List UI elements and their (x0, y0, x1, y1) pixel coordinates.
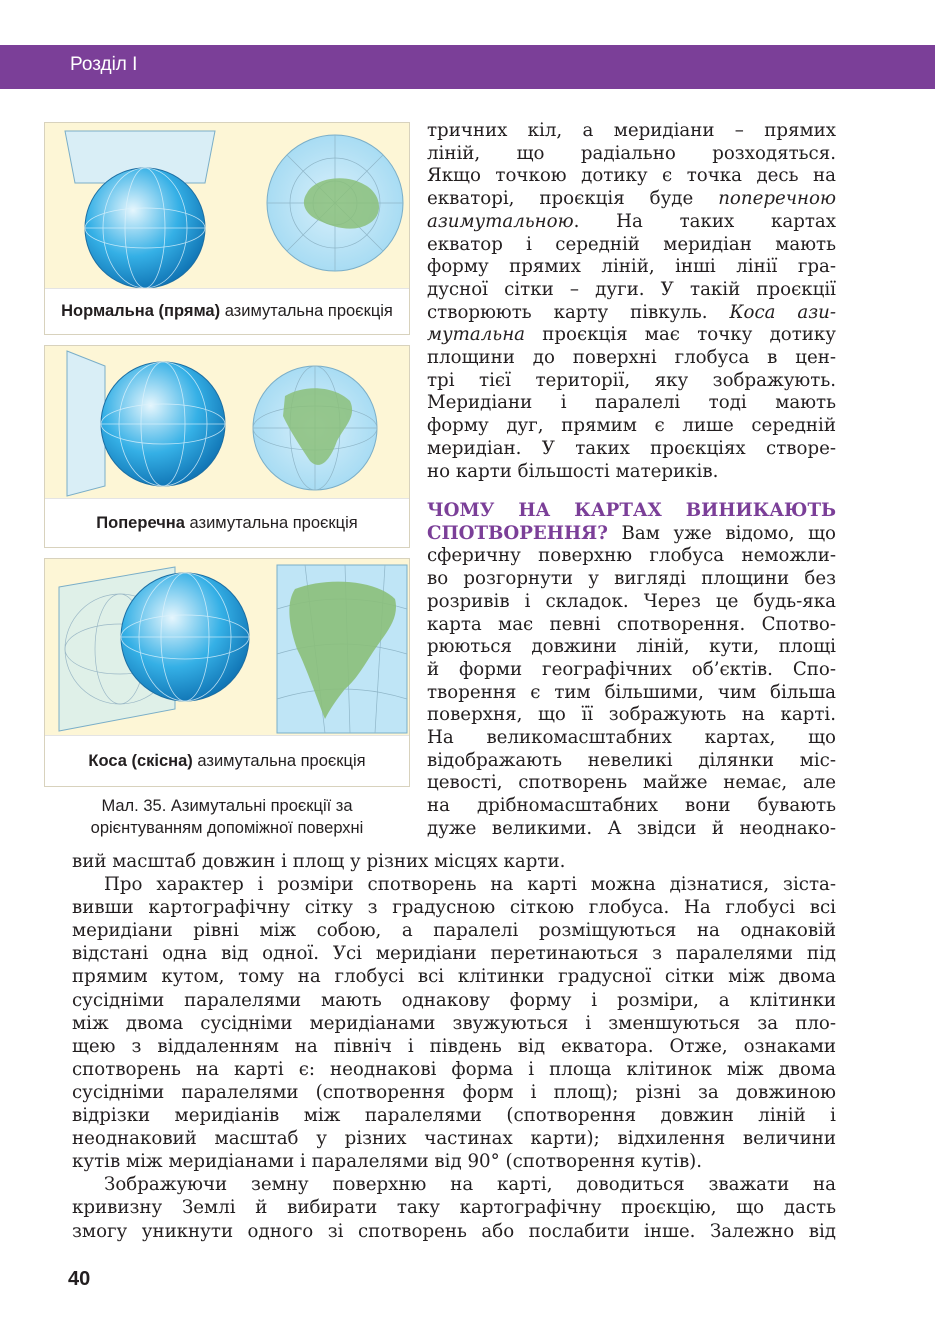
caption-text: азимутальна проєкція (220, 302, 393, 320)
text-line: поверхня, що її зображують на карті. (427, 704, 836, 726)
figure-caption-line: орієнтуванням допоміжної поверхні (90, 819, 364, 837)
text-line: відрізки меридіанів між паралелями (спотворення довжин ліній і (72, 1105, 836, 1127)
text-line: Якщо точкою дотику є точка десь на (427, 165, 836, 187)
text-line: СПОТВОРЕННЯ? Вам уже відомо, що (427, 522, 836, 544)
text-line: площини до поверхні глобуса в цен- (427, 347, 836, 369)
figure-caption-transverse (45, 498, 409, 547)
text-line: сферичну поверхню глобуса неможли- (427, 545, 836, 567)
text-line: карта має певні спотворення. Спотво- (427, 613, 836, 635)
section-heading: ЧОМУ НА КАРТАХ ВИНИКАЮТЬ (427, 500, 836, 521)
text-line: відстані одна від одної. Усі меридіани перетинаються з паралелями під (72, 943, 836, 965)
text-line: цевості, спотворень майже немає, але (427, 772, 836, 794)
oblique-projection-illustration (45, 559, 410, 739)
text-line: й форми географічних об’єктів. Спо- (427, 658, 836, 680)
text-line: створюють карту півкуль. Коса ази- (427, 301, 836, 323)
page-number: 40 (68, 1268, 91, 1290)
text-line: вивши картографічну сітку з градусною сіткою глобуса. На глобусі всі (72, 897, 836, 919)
text-line: но карти більшості материків. (427, 460, 719, 482)
caption-text: азимутальна проєкція (192, 751, 366, 770)
text-line: форму дуг, прямим є лише середній (427, 415, 836, 437)
text-line: на дрібномасштабних вони бувають (427, 795, 836, 817)
text-line: На великомасштабних картах, що (427, 727, 836, 749)
text-line: розривів і складок. Через це будь-яка (427, 590, 836, 612)
figure-caption-main (44, 795, 410, 839)
text-line: рюються довжини ліній, кути, площі (427, 636, 836, 658)
text-line: сусідніми паралелями (спотворення форм і площ); різні за довжиною (72, 1081, 836, 1103)
text-line: екватор і середній меридіан мають (427, 233, 836, 255)
paragraph-first-line: Зображуючи земну поверхню на карті, доводиться зважати на (104, 1174, 836, 1196)
section-heading: СПОТВОРЕННЯ? (427, 522, 608, 544)
right-column-text-2 (427, 500, 836, 841)
figure-normal-projection (44, 122, 410, 335)
text-line: прямим кутом, тому на глобусі всі клітинки градусної сітки між двома (72, 966, 836, 988)
right-column-text (427, 120, 836, 483)
figure-transverse-projection (44, 345, 410, 548)
text-line: спотворень на карті є: неоднакові форма і площа клітинок між двома (72, 1058, 836, 1080)
section-header-bar (0, 45, 935, 89)
text-line: меридіан. У таких проєкціях створе- (427, 437, 836, 459)
text-line: тричних кіл, а меридіани – прямих (427, 120, 836, 141)
text-line: ліній, що радіально розходяться. (427, 142, 836, 164)
text-line: Меридіани і паралелі тоді мають (427, 392, 836, 414)
caption-text: азимутальна проєкція (184, 513, 358, 532)
text-line: мутальна проєкція має точку дотику (427, 324, 836, 346)
text-line: дуже великими. А звідси й неоднако- (427, 817, 836, 839)
text-line: меридіани рівні між собою, а паралелі розміщуються на однаковій (72, 920, 836, 942)
caption-bold: Нормальна (пряма) (61, 302, 221, 320)
caption-bold: Коса (скісна) (88, 751, 193, 770)
figure-caption-line: Мал. 35. Азимутальні проєкції за (101, 797, 353, 815)
text-line: неоднаковий масштаб у різних частинах карти); відхилення величини (72, 1128, 836, 1150)
italic-term: мутальна (427, 324, 526, 346)
text-line: форму прямих ліній, інші лінії гра- (427, 256, 836, 278)
text-line: між двома сусідніми меридіанами звужуються і зменшуються за пло- (72, 1012, 836, 1034)
caption-bold: Поперечна (96, 513, 185, 532)
text-line: дусної сітки – дуги. У такій проєкції (427, 278, 836, 300)
transverse-projection-illustration (45, 346, 410, 501)
section-title: Розділ І (70, 54, 138, 75)
body-text (72, 850, 836, 1243)
text-line: творення є тим більшими, чим більша (427, 681, 836, 703)
figure-caption-oblique (45, 735, 409, 786)
text-line: вий масштаб довжин і площ у різних місцях карти. (72, 851, 566, 872)
paragraph-first-line: Про характер і розміри спотворень на карті можна дізнатися, зіста- (104, 874, 836, 896)
text-line: екваторі, проєкція буде поперечною (427, 188, 836, 210)
text-line: сусідніми паралелями мають однакову форму і розміри, а клітинки (72, 989, 836, 1011)
figure-oblique-projection (44, 558, 410, 787)
text-line: змогу уникнути одного зі спотворень або послабити інше. Залежно від (72, 1220, 836, 1242)
text-line: во розгорнути у вигляді площини без (427, 568, 836, 590)
italic-term: Коса ази- (729, 301, 836, 323)
text-line: відображають невеликі ділянки міс- (427, 749, 836, 771)
text-line: азимутальною. На таких картах (427, 210, 836, 232)
text-line: кривизну Землі й вибирати таку картографічну проєкцію, що дасть (72, 1197, 836, 1219)
text-line: щею з віддаленням на північ і південь від екватора. Отже, ознаками (72, 1035, 836, 1057)
normal-projection-illustration (45, 123, 410, 293)
italic-term: поперечною (718, 188, 836, 210)
figure-caption-normal (45, 288, 409, 334)
text-line: кутів між меридіанами і паралелями від 90° (спотворення кутів). (72, 1151, 703, 1173)
section-heading-line (427, 500, 836, 523)
text-line: трі тієї території, яку зображують. (427, 369, 836, 391)
italic-term: азимутальною (427, 210, 574, 232)
